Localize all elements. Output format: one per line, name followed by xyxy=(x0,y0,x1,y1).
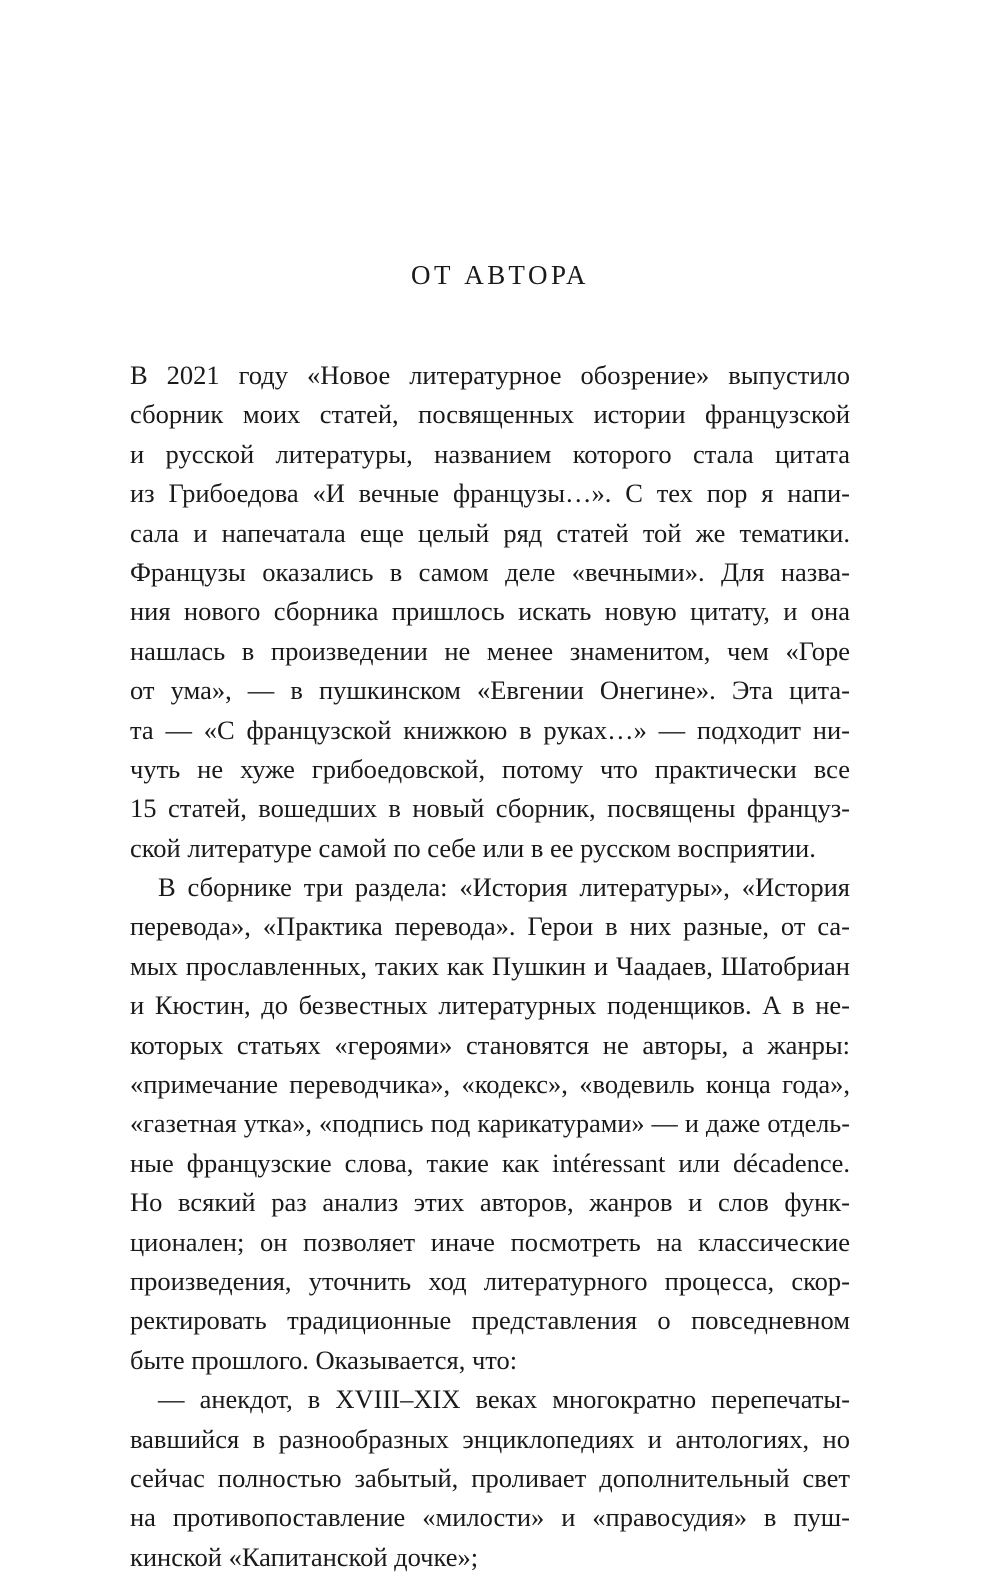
text-line: сала и напечатала еще целый ряд статей той же тематики. xyxy=(130,517,850,548)
text-line: которых статьях «героями» становятся не авторы, а жанры: xyxy=(130,1029,850,1060)
text-line: ционален; он позволяет иначе посмотреть на классические xyxy=(130,1226,850,1257)
text-line: сейчас полностью забытый, проливает дополнительный свет xyxy=(130,1462,850,1493)
text-line: «примечание переводчика», «кодекс», «водевиль конца года», xyxy=(130,1069,850,1100)
text-line: В сборнике три раздела: «История литературы», «История xyxy=(158,872,850,903)
text-line: произведения, уточнить ход литературного процесса, скор- xyxy=(130,1265,850,1296)
chapter-heading: ОТ АВТОРА xyxy=(410,260,590,290)
text-line: Французы оказались в самом деле «вечными». Для назва- xyxy=(130,556,850,587)
text-line: кинской «Капитанской дочке»; xyxy=(130,1541,479,1572)
text-line: В 2021 году «Новое литературное обозрение» выпустило xyxy=(130,360,850,390)
text-line: нашлась в произведении не менее знаменитом, чем «Горе xyxy=(130,635,850,666)
text-line: ректировать традиционные представления о повседневном xyxy=(130,1305,850,1336)
text-line: сборник моих статей, посвященных истории французской xyxy=(130,399,850,430)
body-text xyxy=(130,356,850,1577)
text-line: вавшийся в разнообразных энциклопедиях и антологиях, но xyxy=(130,1423,850,1454)
text-line: перевода», «Практика перевода». Герои в них разные, от са- xyxy=(130,911,850,942)
text-line: «газетная утка», «подпись под карикатурами» — и даже отдель- xyxy=(130,1109,850,1139)
text-line: чуть не хуже грибоедовской, потому что практически все xyxy=(130,753,850,784)
text-line: ния нового сборника пришлось искать новую цитату, и она xyxy=(130,596,850,627)
text-line: Но всякий раз анализ этих авторов, жанров и слов функ- xyxy=(130,1187,850,1218)
text-line: от ума», — в пушкинском «Евгении Онегине». Эта цита- xyxy=(130,675,850,706)
text-line: та — «С французской книжкою в руках…» — подходит ни- xyxy=(130,714,850,745)
text-line: мых прославленных, таких как Пушкин и Чаадаев, Шатобриан xyxy=(130,950,850,981)
text-line: — анекдот, в XVIII–XIX веках многократно перепечаты- xyxy=(158,1384,850,1415)
text-line: ные французские слова, такие как intéressant или décadence. xyxy=(130,1147,850,1178)
text-line: и русской литературы, названием которого стала цитата xyxy=(130,438,850,469)
text-line: на противопоставление «милости» и «правосудия» в пуш- xyxy=(130,1502,850,1533)
text-line: и Кюстин, до безвестных литературных поденщиков. А в не- xyxy=(130,990,850,1021)
text-line: ской литературе самой по себе или в ее русском восприятии. xyxy=(130,832,816,863)
text-line: быте прошлого. Оказывается, что: xyxy=(130,1344,518,1375)
text-line: из Грибоедова «И вечные французы…». С тех пор я напи- xyxy=(130,478,850,509)
text-line: 15 статей, вошедших в новый сборник, посвящены француз- xyxy=(130,793,850,824)
